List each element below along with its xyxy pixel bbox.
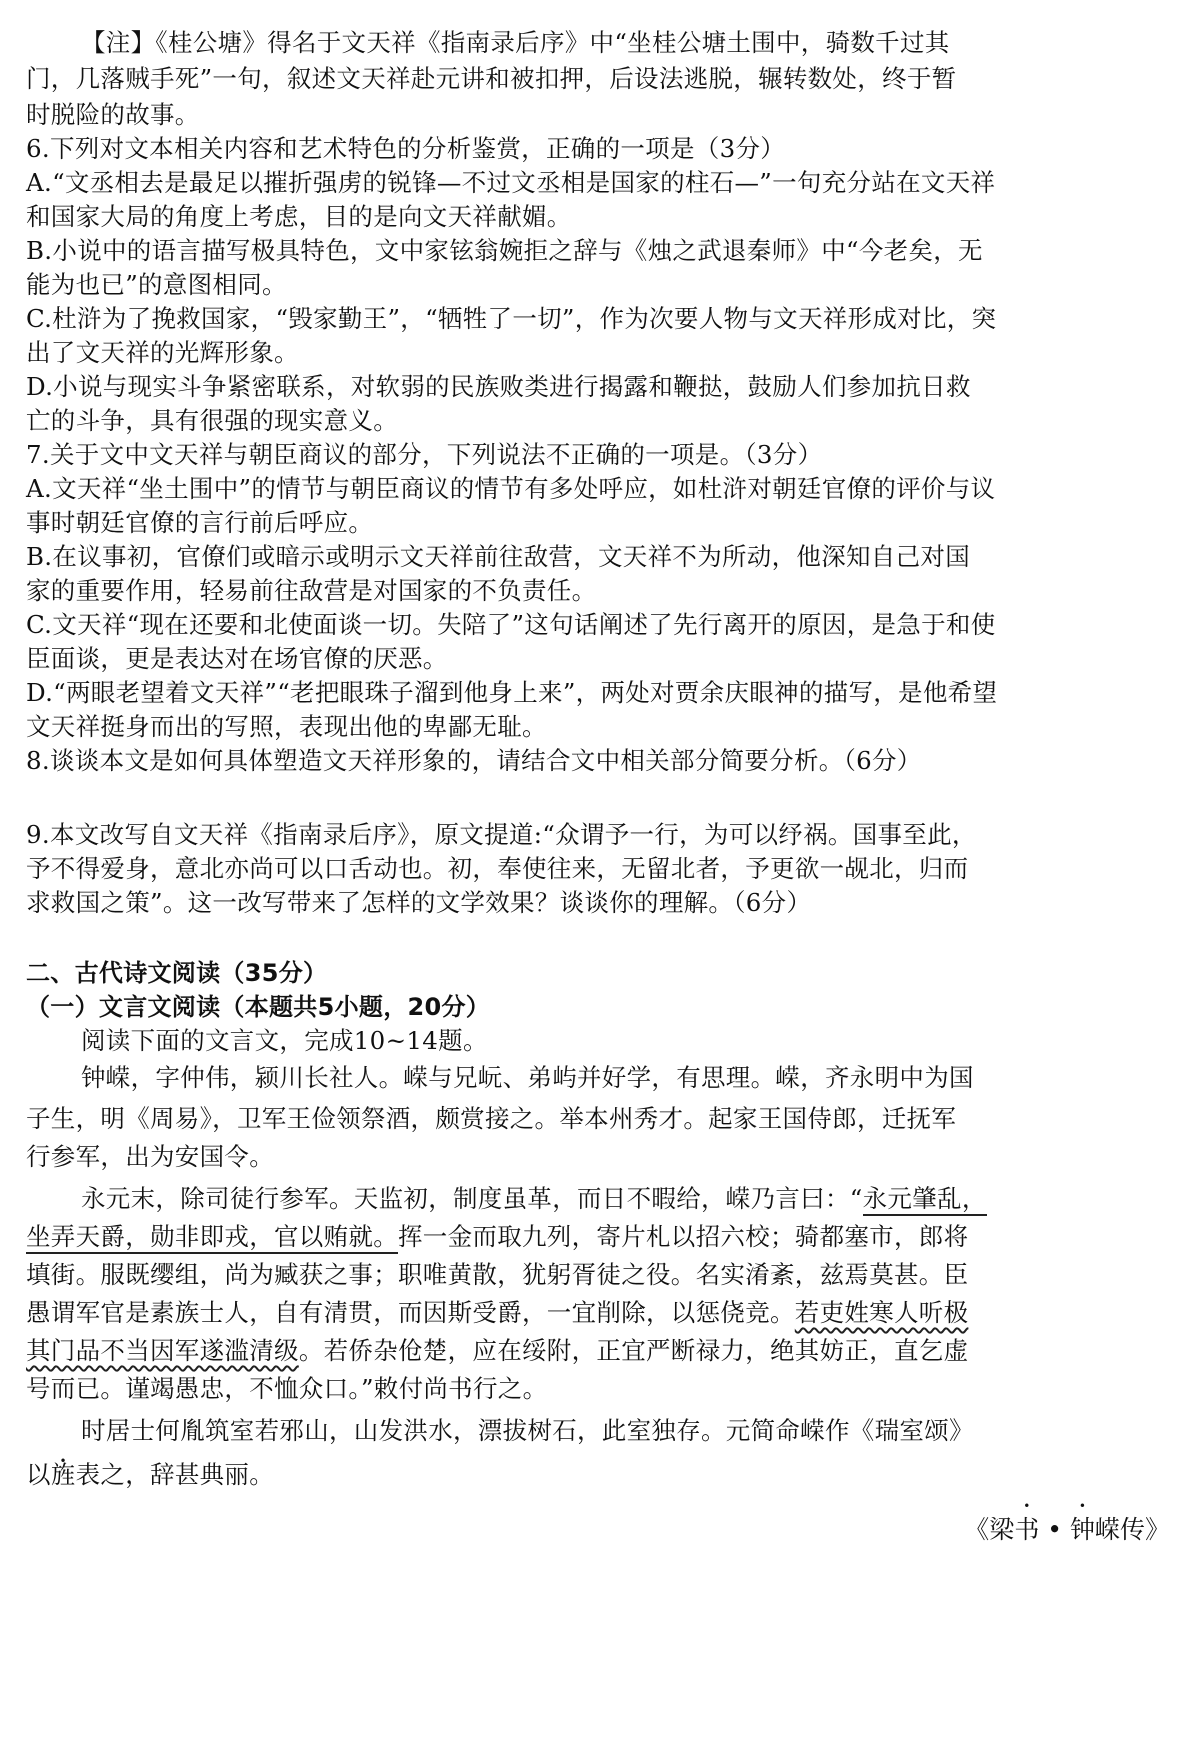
underlined-sentence: 坐弄天爵，勋非即戎，官以贿就。 [26,1222,398,1254]
note-line-3: 时脱险的故事。 [26,100,200,129]
question-7-stem: 7.关于文中文天祥与朝臣商议的部分，下列说法不正确的一项是。（3分） [26,440,823,469]
passage-p1-line-3: 行参军，出为安国令。 [26,1142,274,1171]
passage-p2-line-3: 填街。服既缨组，尚为臧获之事；职唯黄散，犹躬胥徒之役。名实淆紊，兹焉莫甚。臣 [26,1260,969,1289]
underlined-sentence: 永元肇乱， [863,1184,987,1216]
passage-p2-line-2 [26,1220,968,1254]
wavy-underlined-sentence: 若吏姓寒人听极 [794,1298,969,1327]
source-citation [964,1510,1170,1546]
source-text: 《梁 [964,1515,1015,1544]
q7-option-d-2: 文天祥挺身而出的写照，表现出他的卑鄙无耻。 [26,712,547,741]
question-9-line-2: 予不得爱身，意北亦尚可以口舌动也。初，奉使往来，无留北者，予更欲一觇北，归而 [26,854,969,883]
dotted-character: 旌 [50,1460,76,1489]
q6-option-a-2: 和国家大局的角度上考虑，目的是向文天祥献媚。 [26,202,572,231]
passage-p2-line-5 [26,1334,968,1368]
q7-option-c-2: 臣面谈，更是表达对在场官僚的厌恶。 [26,644,448,673]
passage-text: 以 [26,1460,51,1489]
passage-p1-line-2: 子生，明《周易》，卫军王俭领祭酒，颇赏接之。举本州秀才。起家王国侍郎，迁抚军 [26,1104,957,1133]
question-8-stem: 8.谈谈本文是如何具体塑造文天祥形象的，请结合文中相关部分简要分析。（6分） [26,746,922,775]
note-line-2: 门，几落贼手死”一句，叙述文天祥赴元讲和被扣押，后设法逃脱，辗转数处，终于暂 [26,64,957,93]
q7-option-b-2: 家的重要作用，轻易前往敌营是对国家的不负责任。 [26,576,597,605]
q7-option-d-1: D.“两眼老望着文天祥”“老把眼珠子溜到他身上来”，两处对贾余庆眼神的描写，是他希望 [26,678,998,707]
passage-p1-line-1: 钟嵘，字仲伟，颍川长社人。嵘与兄岏、弟屿并好学，有思理。嵘，齐永明中为国 [81,1063,974,1092]
passage-text: 挥一金而取九列，寄片札以招六校；骑都塞市，郎将 [398,1222,969,1251]
q6-option-c-2: 出了文天祥的光辉形象。 [26,338,299,367]
dotted-character: 书 [1014,1515,1040,1544]
passage-p2-line-1 [81,1182,987,1216]
source-text: 嵘传》 [1094,1515,1170,1544]
passage-text: 永元末，除司徒行参军。天监初，制度虽革，而日不暇给，嵘乃言曰：“ [81,1184,863,1213]
note-line-1: 【注】《桂公塘》得名于文天祥《指南录后序》中“坐桂公塘土围中，骑数千过其 [81,28,950,57]
q6-option-b-2: 能为也已”的意图相同。 [26,270,287,299]
q7-option-a-2: 事时朝廷官僚的言行前后呼应。 [26,508,374,537]
q7-option-a-1: A.文天祥“坐土围中”的情节与朝臣商议的情节有多处呼应，如杜浒对朝廷官僚的评价与议 [26,474,996,503]
q6-option-d-1: D.小说与现实斗争紧密联系，对软弱的民族败类进行揭露和鞭挞，鼓励人们参加抗日救 [26,372,971,401]
passage-p3-line-1: 时居士何胤筑室若邪山，山发洪水，漂拔树石，此室独存。元简命嵘作《瑞室颂》 [81,1416,974,1445]
question-9-line-1: 9.本文改写自文天祥《指南录后序》，原文提道:“众谓予一行，为可以纾祸。国事至此， [26,820,977,849]
reading-instruction: 阅读下面的文言文，完成10~14题。 [81,1026,488,1055]
section-2-subtitle: （一）文言文阅读（本题共5小题，20分） [26,993,491,1021]
q6-option-d-2: 亡的斗争，具有很强的现实意义。 [26,406,398,435]
passage-text: 愚谓军官是素族士人，自有清贯，而因斯受爵，一宜削除，以惩侥竞。 [26,1298,795,1327]
dotted-character: 钟 [1069,1515,1095,1544]
q6-option-c-1: C.杜浒为了挽救国家，“毁家勤王”，“牺牲了一切”，作为次要人物与文天祥形成对比，突 [26,304,997,333]
q6-option-b-1: B.小说中的语言描写极具特色，文中家铉翁婉拒之辞与《烛之武退秦师》中“今老矣，无 [26,236,983,265]
section-2-title: 二、古代诗文阅读（35分） [26,959,328,987]
wavy-underlined-sentence: 其门品不当因军遂滥清级 [26,1336,299,1365]
passage-text: 表之，辞甚典丽。 [75,1460,275,1489]
passage-p2-line-6: 号而已。谨竭愚忠，不恤众口。”敕付尚书行之。 [26,1374,548,1403]
q7-option-c-1: C.文天祥“现在还要和北使面谈一切。失陪了”这句话阐述了先行离开的原因，是急于和使 [26,610,996,639]
passage-text: 。若侨杂伧楚，应在绥附，正宜严断禄力，绝其妨正，直乞虚 [298,1336,969,1365]
q6-option-a-1: A.“文丞相去是最足以摧折强虏的锐锋—不过文丞相是国家的柱石—”一句充分站在文天祥 [26,168,996,197]
source-separator: • [1039,1515,1070,1544]
q7-option-b-1: B.在议事初，官僚们或暗示或明示文天祥前往敌营，文天祥不为所动，他深知自己对国 [26,542,970,571]
passage-p3-line-2 [26,1458,274,1492]
question-6-stem: 6.下列对文本相关内容和艺术特色的分析鉴赏，正确的一项是（3分） [26,134,786,163]
question-9-line-3: 求救国之策”。这一改写带来了怎样的文学效果？谈谈你的理解。（6分） [26,888,812,917]
passage-p2-line-4 [26,1296,968,1330]
